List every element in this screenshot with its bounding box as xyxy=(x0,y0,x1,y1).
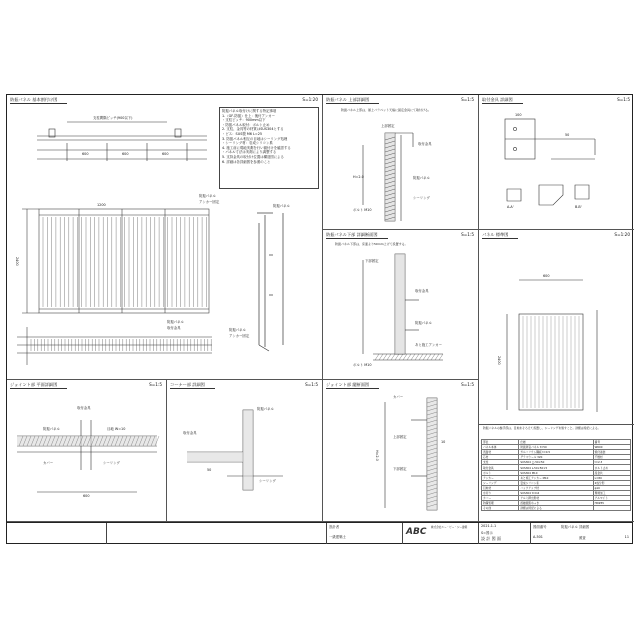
spec-cell: 不燃材 xyxy=(593,455,630,460)
panel-scale: S=1:5 xyxy=(149,382,162,387)
label-panel: 防振パネル xyxy=(43,427,60,431)
dim-2400: 2400 xyxy=(497,356,501,365)
top-section-drawing xyxy=(323,95,479,230)
stamp-2: 計 xyxy=(486,536,491,541)
label-metal: 取付金具 xyxy=(77,406,91,410)
dim-600: 600 xyxy=(83,494,90,498)
label-metal: 取付金具 xyxy=(415,289,429,293)
label-section-b: B-B' xyxy=(575,205,582,209)
spec-cell: ガルバリウム鋼板 t=0.5 xyxy=(519,450,593,455)
spec-cell: アンカー xyxy=(482,475,519,480)
label-anchor: あと施工アンカー xyxy=(415,343,442,347)
tb-cell xyxy=(7,523,107,544)
panel-bottom-detail xyxy=(323,230,479,380)
company-logo: ABC xyxy=(406,527,427,537)
tb-scale: S=図示 xyxy=(481,531,493,535)
section-hatch xyxy=(383,354,387,360)
spec-cell: t=2.3 xyxy=(593,460,630,465)
label-panel-side-b: 防振パネル xyxy=(229,328,246,332)
panel-scale: S=1:20 xyxy=(614,232,630,237)
label-pos-down: 下部固定 xyxy=(393,467,407,471)
label-pos-up: 上部固定 xyxy=(381,124,395,128)
panel-title: ジョイント部 縦断面図 xyxy=(326,382,370,387)
tb-date: 2021.1.1 xyxy=(481,524,497,528)
note-line: 3. 防振パネル相互の目地はシーリング処理 xyxy=(222,136,288,141)
spec-cell: 座金共 xyxy=(593,470,630,475)
drawing-sheet xyxy=(6,94,633,544)
dim-10: 10 xyxy=(441,440,446,444)
label-pos-down: 下部固定 xyxy=(365,259,379,263)
section-hatch xyxy=(399,354,403,360)
tb-designer-sub: 一級建築士 xyxy=(329,535,346,539)
spec-cell: SUS304 t=0.6 xyxy=(519,490,593,495)
spec-cell: φ10 xyxy=(593,485,630,490)
stamp-4: 面 xyxy=(496,536,501,541)
note-line: ・パネル寸法は実測により調整する xyxy=(222,150,277,155)
dim-pitch: 支柱間隔ピッチ(900以下) xyxy=(93,116,133,120)
label-panel-side: 防振パネル xyxy=(273,204,290,208)
spec-table xyxy=(481,439,631,511)
spec-cell: 防振遮音パネル t=50 xyxy=(519,445,593,450)
label-pos-up: 上部固定 xyxy=(393,435,407,439)
panel-corner-detail xyxy=(167,380,323,522)
dim-600-a: 600 xyxy=(82,152,89,156)
section-hatch xyxy=(435,354,439,360)
spec-cell: 2成分形 xyxy=(593,480,630,485)
spec-cell xyxy=(593,506,630,511)
panel-scale: S=1:5 xyxy=(617,97,630,102)
note-line: ・防振パネル取付：ボルト止め xyxy=(222,122,270,127)
spec-cell: 水切り xyxy=(482,490,519,495)
tb-company xyxy=(403,523,479,544)
spec-cell: SUS304 L-50×50×5 xyxy=(519,465,593,470)
spec-cell: その他 xyxy=(482,506,519,511)
panel-note: 防振パネル上部は、屋上パラペット天端に固定金具にて取付ける。 xyxy=(341,108,432,112)
note-line: ・シーリング材：変成シリコン系 xyxy=(222,141,273,146)
bracket-drawing xyxy=(479,95,634,230)
spec-cell: アルミ押出形材 xyxy=(519,496,593,501)
panel-spec xyxy=(479,425,634,522)
label-anchor-side: アンカー固定 xyxy=(229,334,250,338)
dim-600-b: 600 xyxy=(122,152,129,156)
panel-note: 防振パネルの継手部は、目地をそろえて設置し、シーリングを施すこと。詳細は特記による。 xyxy=(483,426,601,430)
spec-cell: 現場加工 xyxy=(593,490,630,495)
label-panel: 防振パネル xyxy=(415,321,432,325)
spec-header-cell: 部位 xyxy=(482,440,519,445)
panel-scale: S=1:20 xyxy=(302,97,318,102)
joint-plan-drawing xyxy=(7,380,167,522)
spec-cell: ボルト止め xyxy=(593,465,630,470)
label-panel: 防振パネル xyxy=(413,176,430,180)
spec-cell: 支柱 xyxy=(482,460,519,465)
panel-note: 防振パネル下部は、床面より50mm上げて設置する。 xyxy=(335,242,408,246)
note-line: 4. 施工前に現地実測を行い割付けを確認する xyxy=(222,145,291,150)
section-hatch xyxy=(415,354,419,360)
panel-title: ジョイント部 平面詳細図 xyxy=(10,382,58,387)
label-panel: 防振パネル xyxy=(257,407,274,411)
spec-cell: W600 xyxy=(593,445,630,450)
spec-cell: 溶融亜鉛めっき xyxy=(519,501,593,506)
spec-cell: 表面材 xyxy=(482,450,519,455)
dim-600-c: 600 xyxy=(162,152,169,156)
section-hatch xyxy=(427,354,431,360)
panel-title: 防振パネル 上部詳細図 xyxy=(326,97,370,102)
spec-cell: 防錆処理 xyxy=(482,501,519,506)
panel-title: 防振パネル 基本割付け図 xyxy=(10,97,58,102)
spec-cell: 変成シリコン系 xyxy=(519,480,593,485)
section-hatch xyxy=(387,354,391,360)
spec-cell: ボルト xyxy=(482,470,519,475)
label-dim-h: H=2.0 xyxy=(353,175,364,179)
dim-h: H=2.0 xyxy=(375,450,379,461)
note-line: 5. 支持金具の取付け位置は構造図による xyxy=(222,154,284,159)
spec-cell: シーリング xyxy=(482,480,519,485)
panel-scale: S=1:5 xyxy=(461,97,474,102)
section-hatch xyxy=(395,354,399,360)
spec-cell: カバー xyxy=(482,496,519,501)
spec-cell: パネル本体 xyxy=(482,445,519,450)
note-line: 防振パネル取付けに関する特記事項 xyxy=(222,109,277,113)
panel-bracket-detail xyxy=(479,95,634,230)
dim-50: 50 xyxy=(565,133,570,137)
title-block xyxy=(7,522,632,544)
section-hatch xyxy=(411,354,415,360)
section-hatch xyxy=(423,354,427,360)
label-sealing: シーリング xyxy=(413,196,430,200)
label-cover: カバー xyxy=(393,395,404,399)
label-cover: カバー xyxy=(43,461,54,465)
spec-cell: 目地材 xyxy=(482,485,519,490)
note-line: 2. 支柱、金具等の材質はSUS304とする xyxy=(222,127,284,132)
panel-title: 取付金具 詳細図 xyxy=(482,97,513,102)
panel-scale: S=1:5 xyxy=(305,382,318,387)
spec-header-cell: 仕様 xyxy=(519,440,593,445)
label-metal: 取付金具 xyxy=(183,431,197,435)
section-hatch xyxy=(431,354,435,360)
label-panel-top: 防振パネル xyxy=(199,194,216,198)
spec-header-cell: 備考 xyxy=(593,440,630,445)
panel-scale: S=1:5 xyxy=(461,232,474,237)
spec-cell: SUS304 M10 xyxy=(519,470,593,475)
tb-stamps xyxy=(481,536,501,542)
panel-title: パネル 標準図 xyxy=(482,232,509,237)
tb-dwg-no: A-501 xyxy=(533,535,543,539)
note-line: ・ビス：SUS製 M6 L=25 xyxy=(222,131,263,136)
label-joint: 目地 W=10 xyxy=(107,427,126,431)
note-line: 6. 詳細は各詳細図を参照のこと xyxy=(222,159,271,164)
tb-cell xyxy=(107,523,327,544)
spec-row xyxy=(482,506,631,511)
tb-company-name: 株式会社エー・ビー・シー建築 xyxy=(431,526,468,529)
panel-scale: S=1:5 xyxy=(461,382,474,387)
spec-cell: SUS304 □-50×50 xyxy=(519,460,593,465)
label-sealing: シーリング xyxy=(259,479,276,483)
spec-cell: HDZ55 xyxy=(593,501,630,506)
section-hatch xyxy=(403,354,407,360)
section-hatch xyxy=(419,354,423,360)
corner-drawing xyxy=(167,380,323,522)
label-section-a: A-A' xyxy=(507,205,514,209)
section-hatch xyxy=(407,354,411,360)
spec-cell: 焼付塗装 xyxy=(593,450,630,455)
stamp-3: 図 xyxy=(491,536,496,541)
section-hatch xyxy=(439,354,443,360)
panel-basic-layout xyxy=(7,95,323,380)
dim-1200: 1200 xyxy=(97,203,106,207)
spec-cell: グラスウール 32K xyxy=(519,455,593,460)
notes-box xyxy=(219,107,319,189)
tb-designer xyxy=(327,523,403,544)
panel-top-detail xyxy=(323,95,479,230)
tb-drawing xyxy=(531,523,632,544)
label-metal: 取付金具 xyxy=(418,142,432,146)
label-sealing: シーリング xyxy=(103,461,120,465)
tb-no-label: 図面番号 xyxy=(533,525,547,529)
section-hatch xyxy=(379,354,383,360)
tb-sheet: 11 xyxy=(624,535,629,539)
spec-cell: 詳細は特記による xyxy=(519,506,593,511)
tb-info xyxy=(479,523,531,544)
bottom-section-drawing xyxy=(323,230,479,380)
panel-title: コーナー部 詳細図 xyxy=(170,382,205,387)
joint-section-drawing xyxy=(323,380,479,522)
dim-50: 50 xyxy=(207,468,212,472)
spec-cell: あと施工アンカー M10 xyxy=(519,475,593,480)
label-panel-mid: 防振パネル xyxy=(167,320,184,324)
dim-600: 600 xyxy=(543,274,550,278)
spec-cell: 取付金具 xyxy=(482,465,519,470)
note-line: 1.（GF-防振）仕上：後付アンカー xyxy=(222,113,275,118)
panel-title: 防振パネル下部 詳細断面図 xyxy=(326,232,378,237)
panel-joint-plan xyxy=(7,380,167,522)
tb-designer-label: 設計者 xyxy=(329,525,340,529)
label-metal: 取付金具 xyxy=(167,326,181,330)
panel-standard-drawing xyxy=(479,230,634,425)
spec-cell: 芯材 xyxy=(482,455,519,460)
spec-cell: アルマイト xyxy=(593,496,630,501)
label-bolt: ボルト M10 xyxy=(353,363,372,367)
spec-cell: L=80 xyxy=(593,475,630,480)
tb-check: 照査 xyxy=(579,536,586,540)
spec-cell: バックアップ材 xyxy=(519,485,593,490)
label-bolt: ボルト M10 xyxy=(353,208,372,212)
panel-joint-section xyxy=(323,380,479,522)
section-hatch xyxy=(375,354,379,360)
dim-2400: 2400 xyxy=(15,257,19,266)
section-hatch xyxy=(391,354,395,360)
panel-standard xyxy=(479,230,634,425)
dim-100: 100 xyxy=(515,113,522,117)
label-anchor-top: アンカー固定 xyxy=(199,200,220,204)
note-line: ・支柱ピッチ：900mm以下 xyxy=(222,118,266,123)
stamp-1: 設 xyxy=(481,536,485,541)
tb-dwg-title: 防振パネル 詳細図 xyxy=(561,525,590,529)
